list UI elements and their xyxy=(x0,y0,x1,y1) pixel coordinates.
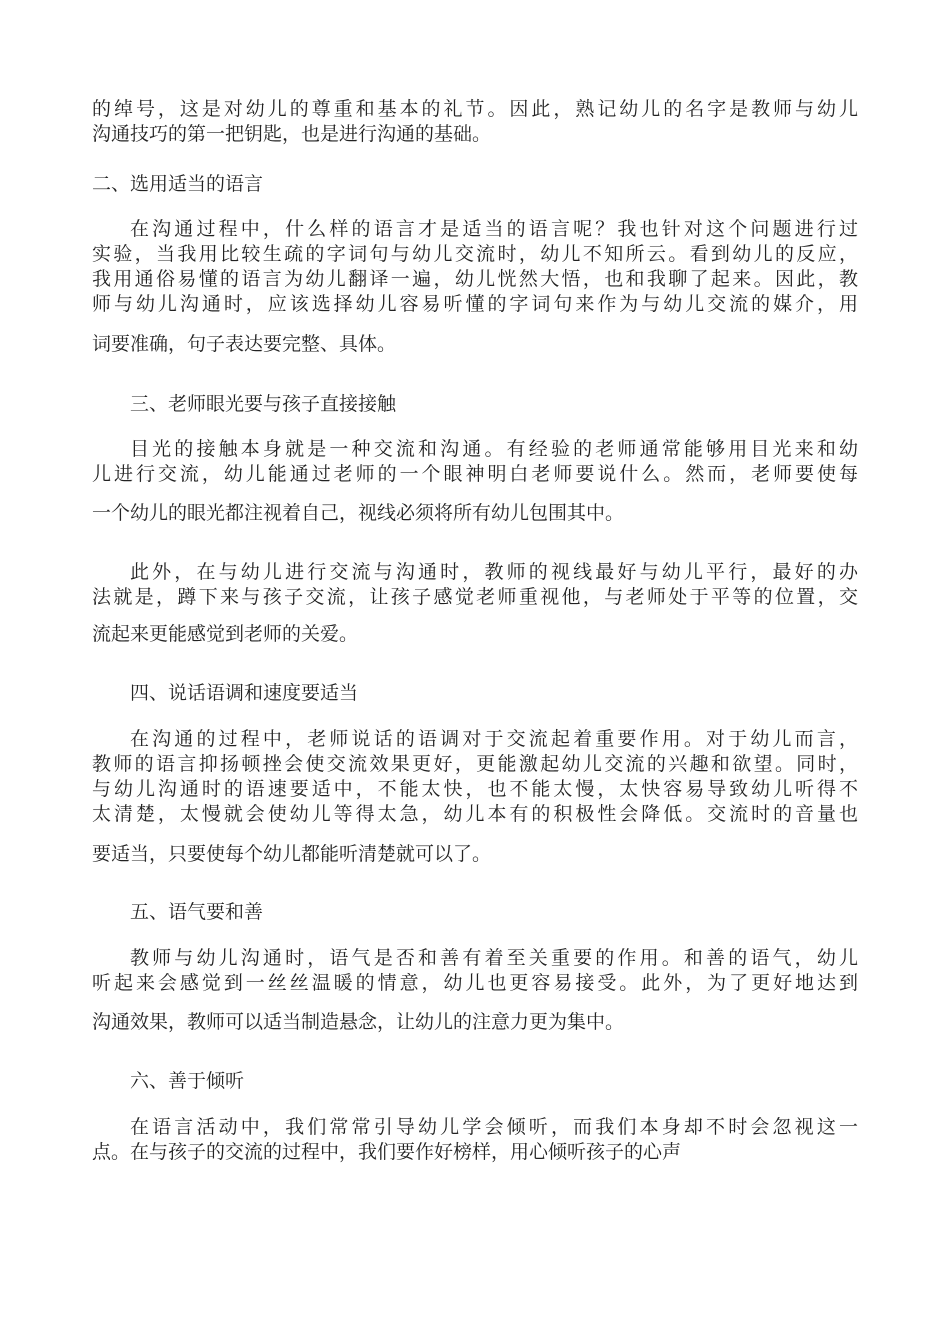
section-heading: 六、善于倾听 xyxy=(130,1070,245,1092)
paragraph xyxy=(92,727,858,827)
text-line: 与幼儿沟通时的语速要适中，不能太快，也不能太慢，太快容易导致幼儿听得不 xyxy=(92,778,858,800)
text-line: 太清楚，太慢就会使幼儿等得太急，幼儿本有的积极性会降低。交流时的音量也 xyxy=(92,803,858,825)
text-line: 在沟通的过程中，老师说话的语调对于交流起着重要作用。对于幼儿而言， xyxy=(130,728,858,750)
text-line: 在语言活动中，我们常常引导幼儿学会倾听，而我们本身却不时会忽视这一 xyxy=(130,1116,858,1138)
paragraph xyxy=(92,437,858,487)
paragraph xyxy=(92,217,858,317)
text-line: 法就是，蹲下来与孩子交流，让孩子感觉老师重视他，与老师处于平等的位置，交 xyxy=(92,586,858,608)
section-heading: 二、选用适当的语言 xyxy=(92,173,264,195)
text-line: 教师与幼儿沟通时，语气是否和善有着至关重要的作用。和善的语气，幼儿 xyxy=(130,947,858,969)
text-line: 一个幼儿的眼光都注视着自己，视线必须将所有幼儿包围其中。 xyxy=(92,502,625,524)
text-line: 流起来更能感觉到老师的关爱。 xyxy=(92,623,359,645)
text-line: 此外，在与幼儿进行交流与沟通时，教师的视线最好与幼儿平行，最好的办 xyxy=(130,561,858,583)
section-heading: 五、语气要和善 xyxy=(130,901,264,923)
text-line: 沟通技巧的第一把钥匙，也是进行沟通的基础。 xyxy=(92,123,492,145)
text-line: 的绰号，这是对幼儿的尊重和基本的礼节。因此，熟记幼儿的名字是教师与幼儿 xyxy=(92,98,858,120)
section-heading: 四、说话语调和速度要适当 xyxy=(130,682,359,704)
text-line: 要适当，只要使每个幼儿都能听清楚就可以了。 xyxy=(92,843,492,865)
intro-paragraph xyxy=(92,97,858,147)
text-line: 师与幼儿沟通时，应该选择幼儿容易听懂的字词句来作为与幼儿交流的媒介，用 xyxy=(92,293,858,315)
text-line: 在沟通过程中，什么样的语言才是适当的语言呢？我也针对这个问题进行过 xyxy=(130,218,858,240)
text-line: 儿进行交流，幼儿能通过老师的一个眼神明白老师要说什么。然而，老师要使每 xyxy=(92,463,858,485)
text-line: 沟通效果，教师可以适当制造悬念，让幼儿的注意力更为集中。 xyxy=(92,1011,625,1033)
text-line: 目光的接触本身就是一种交流和沟通。有经验的老师通常能够用目光来和幼 xyxy=(130,438,858,460)
text-line: 词要准确，句子表达要完整、具体。 xyxy=(92,333,397,355)
text-line: 实验，当我用比较生疏的字词句与幼儿交流时，幼儿不知所云。看到幼儿的反应， xyxy=(92,243,858,265)
text-line: 点。在与孩子的交流的过程中，我们要作好榜样，用心倾听孩子的心声 xyxy=(92,1141,682,1163)
paragraph xyxy=(92,1115,858,1165)
text-line: 教师的语言抑扬顿挫会使交流效果更好，更能激起幼儿交流的兴趣和欲望。同时， xyxy=(92,753,858,775)
text-line: 听起来会感觉到一丝丝温暖的情意，幼儿也更容易接受。此外，为了更好地达到 xyxy=(92,972,858,994)
paragraph xyxy=(92,946,858,996)
section-heading: 三、老师眼光要与孩子直接接触 xyxy=(130,393,397,415)
paragraph xyxy=(92,560,858,610)
text-line: 我用通俗易懂的语言为幼儿翻译一遍，幼儿恍然大悟，也和我聊了起来。因此，教 xyxy=(92,268,858,290)
